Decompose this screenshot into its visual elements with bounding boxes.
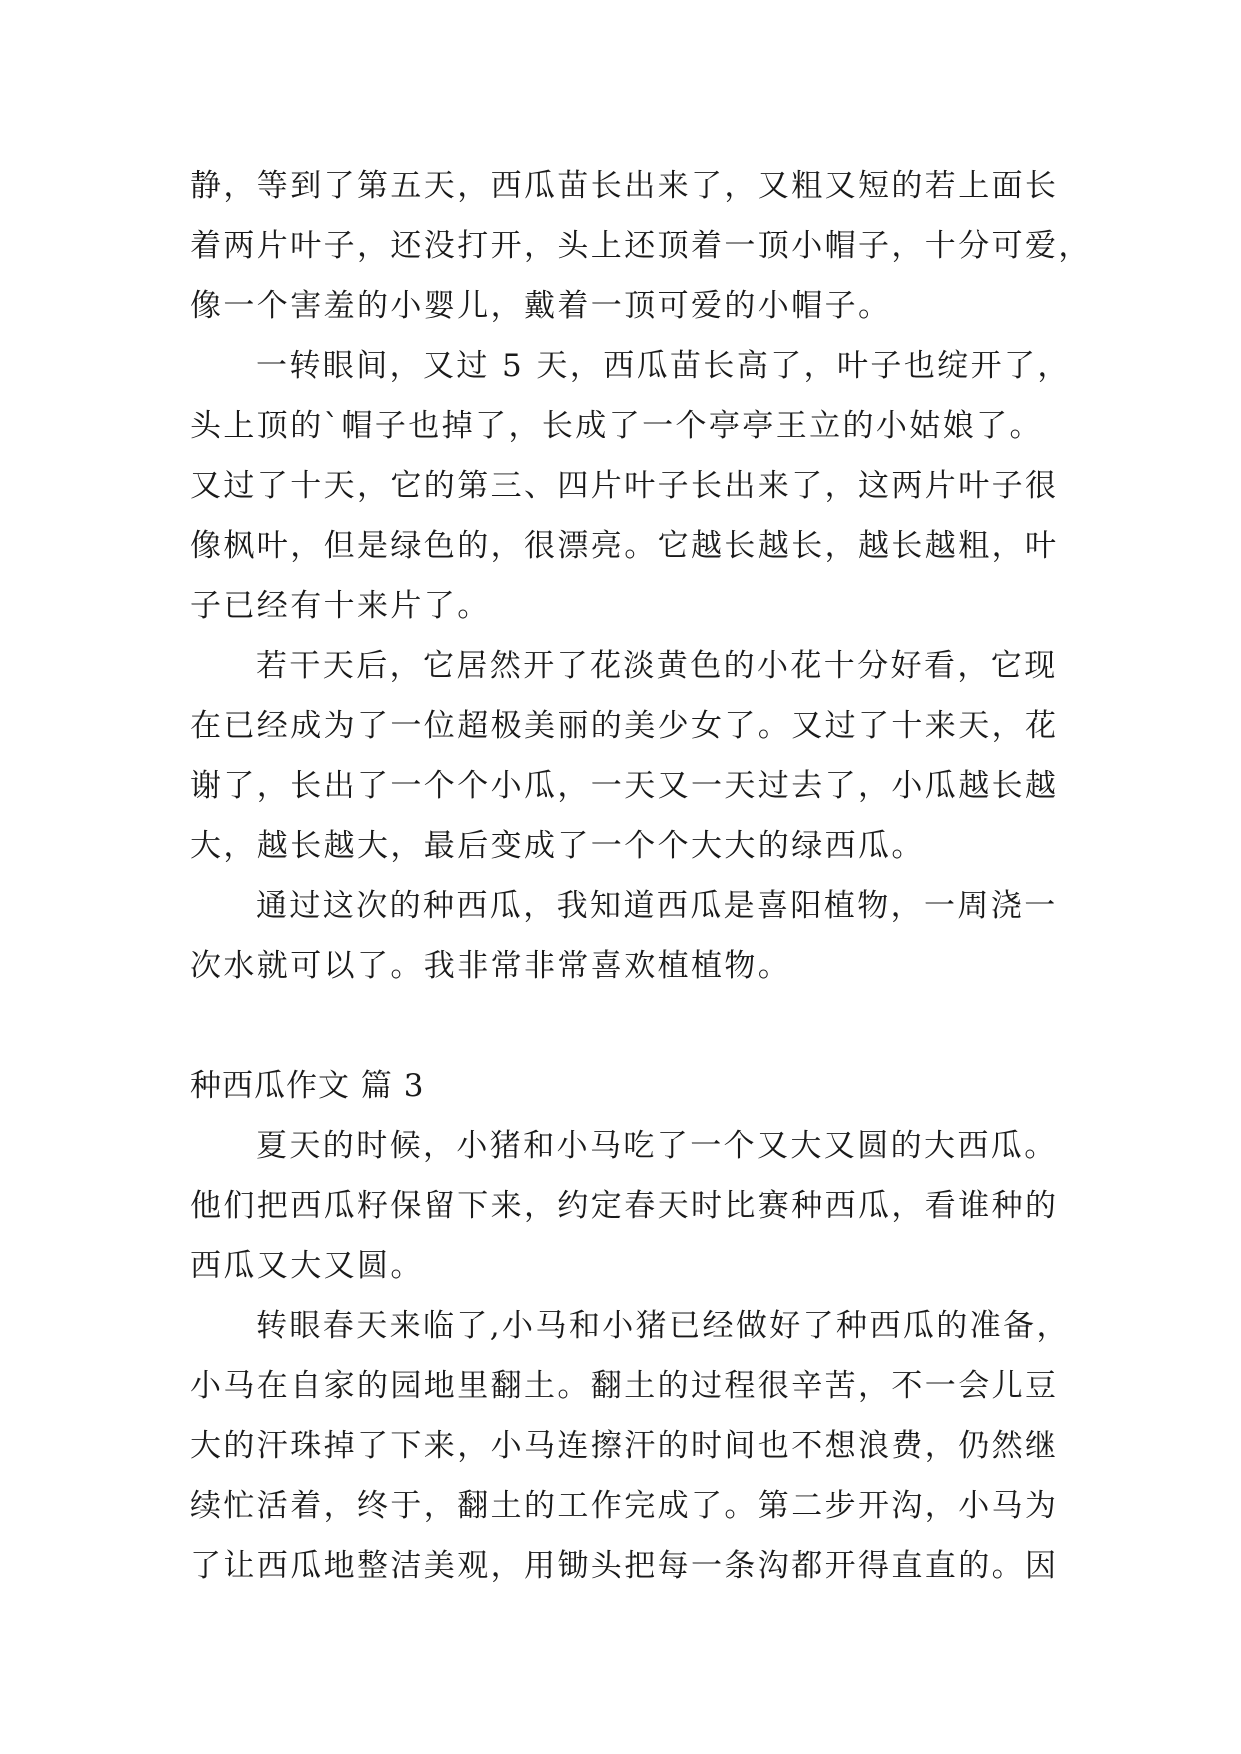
text-line: 在已经成为了一位超极美丽的美少女了。又过了十来天，花	[190, 708, 1059, 744]
text-line: 小马在自家的园地里翻土。翻土的过程很辛苦，不一会儿豆	[190, 1368, 1059, 1404]
text-line: 像一个害羞的小婴儿，戴着一顶可爱的小帽子。	[190, 288, 892, 324]
text-line: 大的汗珠掉了下来，小马连擦汗的时间也不想浪费，仍然继	[190, 1428, 1059, 1464]
section-heading: 种西瓜作文 篇 3	[190, 1068, 425, 1104]
text-line: 像枫叶，但是绿色的，很漂亮。它越长越长，越长越粗，叶	[190, 528, 1059, 564]
text-line: 着两片叶子，还没打开，头上还顶着一顶小帽子，十分可爱，	[190, 228, 1092, 264]
paragraph-first-line: 夏天的时候，小猪和小马吃了一个又大又圆的大西瓜。	[256, 1128, 1058, 1164]
text-line: 了让西瓜地整洁美观，用锄头把每一条沟都开得直直的。因	[190, 1548, 1059, 1584]
text-line: 又过了十天，它的第三、四片叶子长出来了，这两片叶子很	[190, 468, 1059, 504]
text-line: 静，等到了第五天，西瓜苗长出来了，又粗又短的若上面长	[190, 168, 1059, 204]
text-line: 续忙活着，终于，翻土的工作完成了。第二步开沟，小马为	[190, 1488, 1059, 1524]
text-line: 西瓜又大又圆。	[190, 1248, 424, 1284]
paragraph-first-line: 一转眼间，又过 5 天，西瓜苗长高了，叶子也绽开了，	[256, 348, 1071, 384]
text-line: 大，越长越大，最后变成了一个个大大的绿西瓜。	[190, 828, 925, 864]
text-line: 子已经有十来片了。	[190, 588, 491, 624]
text-line: 他们把西瓜籽保留下来，约定春天时比赛种西瓜，看谁种的	[190, 1188, 1059, 1224]
text-line: 头上顶的`帽子也掉了，长成了一个亭亭王立的小姑娘了。	[190, 408, 1043, 444]
paragraph-first-line: 转眼春天来临了,小马和小猪已经做好了种西瓜的准备，	[256, 1308, 1070, 1344]
text-line: 谢了，长出了一个个小瓜，一天又一天过去了，小瓜越长越	[190, 768, 1059, 804]
text-line: 次水就可以了。我非常非常喜欢植植物。	[190, 948, 792, 984]
paragraph-first-line: 若干天后，它居然开了花淡黄色的小花十分好看，它现	[256, 648, 1058, 684]
paragraph-first-line: 通过这次的种西瓜，我知道西瓜是喜阳植物，一周浇一	[256, 888, 1058, 924]
